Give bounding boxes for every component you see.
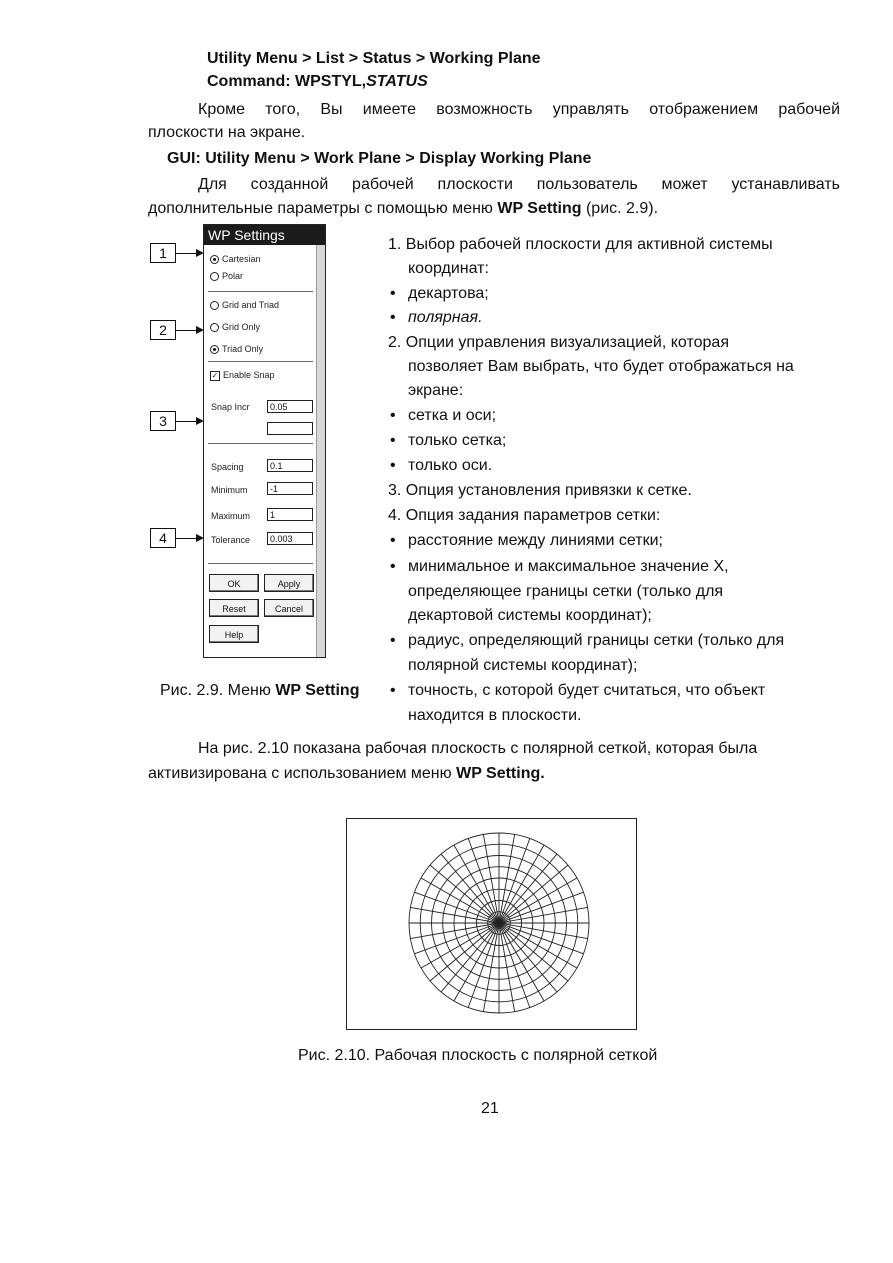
radio-polar-label: Polar xyxy=(222,271,244,281)
spacing-input[interactable]: 0.1 xyxy=(267,459,313,472)
bullet-min-max: минимальное и максимальное значение X, xyxy=(408,558,729,575)
bullet-polar: полярная. xyxy=(408,309,483,326)
callout-arrow-1 xyxy=(176,253,202,254)
para3-text: активизирована с использованием меню xyxy=(148,765,457,782)
cancel-button[interactable]: Cancel xyxy=(264,599,314,617)
callout-3: 3 xyxy=(150,411,176,431)
radio-triad-only-label: Triad Only xyxy=(222,344,264,354)
callout-arrow-4 xyxy=(176,538,202,539)
snap-incr-input[interactable]: 0.05 xyxy=(267,400,313,413)
callout-2: 2 xyxy=(150,320,176,340)
radio-cartesian-label: Cartesian xyxy=(222,254,261,264)
bullet-icon: • xyxy=(390,309,396,326)
para2-text: дополнительные параметры с помощью меню xyxy=(148,200,498,217)
figure-2-10-caption: Рис. 2.10. Рабочая плоскость с полярной сеткой xyxy=(298,1047,658,1064)
command-label: Command: WPSTYL, xyxy=(207,73,367,90)
enable-snap-checkbox[interactable] xyxy=(210,369,275,381)
spacing-label: Spacing xyxy=(211,462,244,472)
intro-line-1: Кроме того, Вы имеете возможность управлять отображением рабочей xyxy=(198,101,840,118)
bullet-radius-cont: полярной системы координат); xyxy=(408,657,638,674)
gui-path: GUI: Utility Menu > Work Plane > Display Working Plane xyxy=(167,150,592,167)
radio-icon xyxy=(210,272,219,281)
checkbox-checked-icon: ✓ xyxy=(211,370,219,380)
para3-line-2 xyxy=(148,764,545,784)
bullet-icon: • xyxy=(390,432,396,449)
list-item-2-cont-2: экране: xyxy=(408,382,464,399)
bullet-spacing: расстояние между линиями сетки; xyxy=(408,532,663,549)
radio-grid-only[interactable] xyxy=(210,321,260,333)
callout-arrow-2 xyxy=(176,330,202,331)
dialog-scrollbar[interactable] xyxy=(316,245,325,657)
bullet-min-max-cont-2: декартовой системы координат); xyxy=(408,607,652,624)
callout-arrow-3 xyxy=(176,421,202,422)
divider xyxy=(208,291,313,292)
bullet-icon: • xyxy=(390,457,396,474)
para3-bold: WP Setting. xyxy=(456,765,545,782)
bullet-axes-only: только оси. xyxy=(408,457,493,474)
figure-2-9-caption xyxy=(160,681,359,701)
help-button[interactable]: Help xyxy=(209,625,259,643)
radio-grid-and-triad[interactable] xyxy=(210,299,279,311)
divider xyxy=(208,361,313,362)
bullet-tolerance: точность, с которой будет считаться, что объект xyxy=(408,682,766,699)
caption-bold: WP Setting xyxy=(275,682,360,699)
radio-triad-only[interactable] xyxy=(210,343,263,355)
minimum-input[interactable]: -1 xyxy=(267,482,313,495)
para2-tail: (рис. 2.9). xyxy=(581,200,659,217)
polar-grid-graphic xyxy=(347,819,636,1029)
bullet-cartesian: декартова; xyxy=(408,285,489,302)
divider xyxy=(208,563,313,564)
minimum-label: Minimum xyxy=(211,485,248,495)
radio-selected-icon xyxy=(210,345,219,354)
enable-snap-label: Enable Snap xyxy=(223,370,275,380)
radio-icon xyxy=(210,301,219,310)
page-number: 21 xyxy=(481,1100,499,1117)
radio-cartesian[interactable] xyxy=(210,253,261,265)
bullet-radius: радиус, определяющий границы сетки (только для xyxy=(408,632,785,649)
intro-line-2: плоскости на экране. xyxy=(148,124,306,141)
wp-settings-dialog xyxy=(203,224,326,658)
bullet-icon: • xyxy=(390,407,396,424)
list-item-2-cont-1: позволяет Вам выбрать, что будет отображаться на xyxy=(408,358,794,375)
list-item-3: 3. Опция установления привязки к сетке. xyxy=(388,482,692,499)
radio-polar[interactable] xyxy=(210,270,243,282)
bullet-icon: • xyxy=(390,532,396,549)
divider xyxy=(208,443,313,444)
radio-grid-only-label: Grid Only xyxy=(222,322,261,332)
bullet-icon: • xyxy=(390,558,396,575)
para3-line-1: На рис. 2.10 показана рабочая плоскость с полярной сеткой, которая была xyxy=(198,740,758,757)
command-line xyxy=(207,72,428,92)
caption-text: Рис. 2.9. Меню xyxy=(160,682,276,699)
list-item-2: 2. Опции управления визуализацией, которая xyxy=(388,334,729,351)
reset-button[interactable]: Reset xyxy=(209,599,259,617)
menu-path: Utility Menu > List > Status > Working Plane xyxy=(207,50,541,67)
bullet-icon: • xyxy=(390,632,396,649)
maximum-label: Maximum xyxy=(211,511,251,521)
para2-bold: WP Setting xyxy=(497,200,582,217)
bullet-icon: • xyxy=(390,682,396,699)
tolerance-input[interactable]: 0.003 xyxy=(267,532,313,545)
list-item-4: 4. Опция задания параметров сетки: xyxy=(388,507,661,524)
para2-line-2 xyxy=(148,199,658,219)
bullet-grid-and-axes: сетка и оси; xyxy=(408,407,497,424)
list-item-1-cont: координат: xyxy=(408,260,489,277)
bullet-grid-only: только сетка; xyxy=(408,432,507,449)
callout-1: 1 xyxy=(150,243,176,263)
ok-button[interactable]: OK xyxy=(209,574,259,592)
bullet-tolerance-cont: находится в плоскости. xyxy=(408,707,582,724)
radio-selected-icon xyxy=(210,255,219,264)
bullet-icon: • xyxy=(390,285,396,302)
para2-line-1: Для созданной рабочей плоскости пользователь может устанавливать xyxy=(198,176,840,193)
radio-icon xyxy=(210,323,219,332)
command-arg: STATUS xyxy=(366,73,428,90)
apply-button[interactable]: Apply xyxy=(264,574,314,592)
polar-grid-figure xyxy=(346,818,637,1030)
callout-4: 4 xyxy=(150,528,176,548)
snap-extra-input[interactable] xyxy=(267,422,313,435)
list-item-1: 1. Выбор рабочей плоскости для активной системы xyxy=(388,236,773,253)
snap-incr-label: Snap Incr xyxy=(211,402,250,412)
tolerance-label: Tolerance xyxy=(211,535,251,545)
maximum-input[interactable]: 1 xyxy=(267,508,313,521)
dialog-title: WP Settings xyxy=(204,225,325,245)
bullet-min-max-cont-1: определяющее границы сетки (только для xyxy=(408,583,724,600)
radio-grid-and-triad-label: Grid and Triad xyxy=(222,300,280,310)
